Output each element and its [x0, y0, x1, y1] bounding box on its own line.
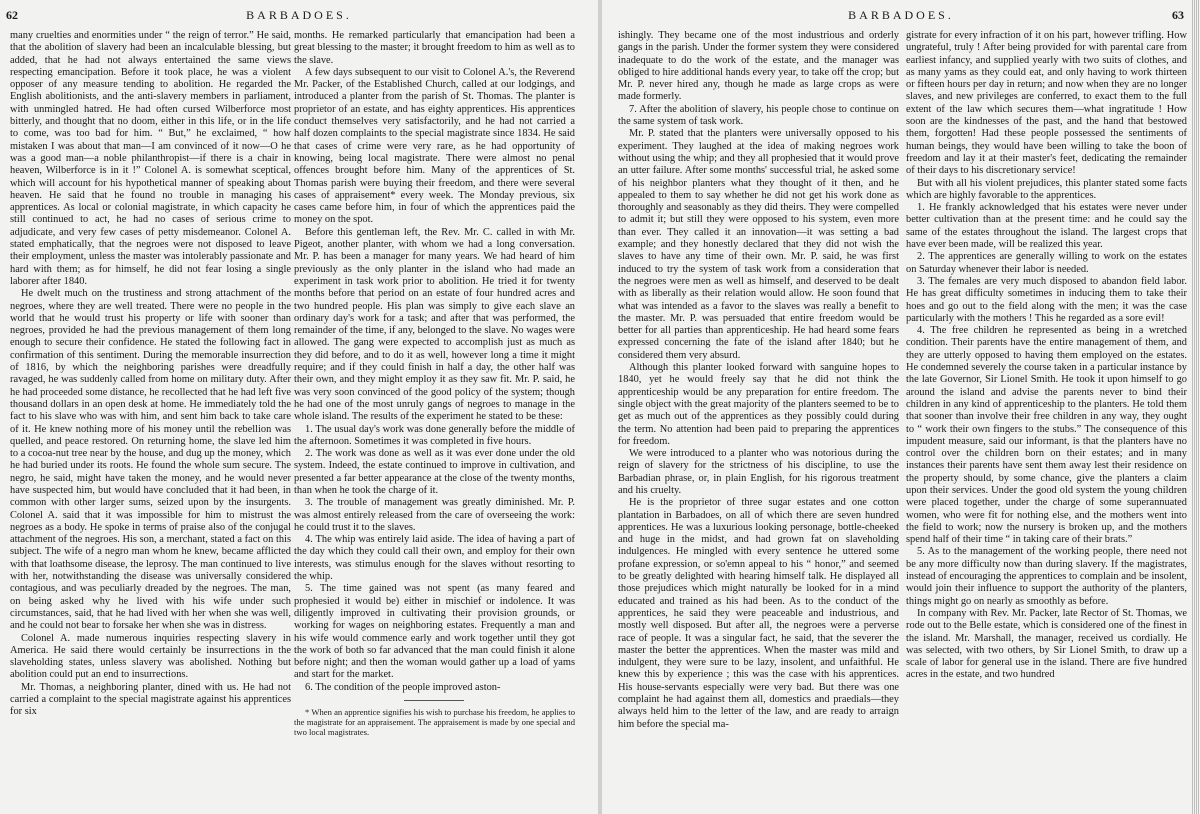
- paragraph: But with all his violent prejudices, this planter stated some facts which are highly favorable to the apprentices.: [906, 177, 1187, 201]
- paragraph: Before this gentleman left, the Rev. Mr. C. called in with Mr. Pigeot, another planter, with whom we had a long conversation. Mr. P. has been a manager for many years. We had heard of him previously as the only planter in the island who had made an experiment in task work prior to abolition. He tried it for twenty months before that period on an estate of four hundred acres and two hundred people. His plan was simply to give each slave an ordinary day's work for a task; and after that was performed, the remainder of the time, if any, belonged to the slave. No wages were allowed. The gang were expected to accomplish just as much as they did before, and to do it as well, however long a time it might require; and if they could finish in half a day, the other half was their own, and they might employ it as they saw fit. Mr. P. said, he was very soon convinced of the good policy of the system; though he had one of the most unruly gangs of negroes to manage in the whole island. The results of the experiment he stated to be these:: [294, 226, 575, 423]
- paragraph: 5. The time gained was not spent (as many feared and prophesied it would be) either in mischief or indolence. It was diligently improved in cultivating their provision grounds, or working for wages on neighboring estates. Frequently a man and his wife would commence early and work together until they got the work of both so far advanced that the man could finish it alone before night; and then the woman would gather up a load of yams and start for the market.: [294, 583, 575, 681]
- paragraph: many cruelties and enormities under “ the reign of terror.” He said, that the abolition of slavery had been an incalculable blessing, but added, that he had not always entertained the same views respecting emancipation. Before it took place, he was a violent opposer of any measure tending to abolition. He regarded the English abolitionists, and the anti-slavery members in parliament, with unmingled hatred. He had often cursed Wilberforce most bitterly, and thought that no doom, either in this life, or in the life to come, was too bad for him. “ But,” he exclaimed, “ how mistaken I was about that man—I am convinced of it now—O he was a good man—a noble philanthropist—if there is a chair in heaven, Wilberforce is in it !” Colonel A. is somewhat sceptical, which will account for his hypothetical manner of speaking about heaven. He said that he found no trouble in managing his apprentices. As local or colonial magistrate, in which capacity he still continued to act, he had no cases of serious crime to adjudicate, and very few cases of petty misdemeanor. Colonel A. stated emphatically, that the negroes were not disposed to leave their employment, unless the master was intolerably passionate and hard with them; as for himself, he did not fear losing a single laborer after 1840.: [10, 30, 291, 287]
- paragraph: 5. As to the management of the working people, there need not be any more difficulty now than during slavery. If the magistrates, instead of encouraging the apprentices to complain and be insolent, would join their influence to support the authority of the planters, things might go on nearly as smoothly as before.: [906, 546, 1187, 607]
- running-head: BARBADOES.: [848, 8, 954, 22]
- paragraph: Although this planter looked forward with sanguine hopes to 1840, yet he would freely say that he did not think the apprenticeship would be any preparation for entire freedom. The single object with the great majority of the planters seemed to be to get as much out of the apprentices as they possibly could during the term. No attention had been paid to preparing the apprentices for freedom.: [618, 362, 899, 447]
- left-column-2: [294, 30, 575, 806]
- page-number: 62: [6, 8, 18, 22]
- running-head: BARBADOES.: [246, 8, 352, 22]
- paragraph: 7. After the abolition of slavery, his people chose to continue on the same system of task work.: [618, 103, 899, 128]
- paragraph: 3. The trouble of management was greatly diminished. Mr. P. was almost entirely released from the care of overseeing the work: he could trust it to the slaves.: [294, 497, 575, 533]
- paragraph: 6. The condition of the people improved aston-: [305, 681, 501, 693]
- paragraph: ishingly. They became one of the most industrious and orderly gangs in the parish. Under the former system they were considered inadequate to do the work of the estate, and the manager was obliged to hire additional hands every year, to take off the crop; but Mr. P. never hired any, though he made as large crops as were made formerly.: [618, 30, 899, 103]
- paragraph: 4. The whip was entirely laid aside. The idea of having a part of the day which they could call their own, and employ for their own interests, was stimulus enough for the slaves without resorting to the whip.: [294, 534, 575, 583]
- footnote-rule: [404, 700, 464, 701]
- paragraph: 1. The usual day's work was done generally before the middle of the afternoon. Sometimes it was completed in five hours.: [294, 423, 575, 447]
- right-page: [602, 0, 1200, 814]
- paragraph: 1. He frankly acknowledged that his estates were never under better cultivation than at the present time: and he could say the same of the estates throughout the island. The largest crops that have ever been made, will be realized this year.: [906, 202, 1187, 251]
- paragraph: A few days subsequent to our visit to Colonel A.'s, the Reverend Mr. Packer, of the Established Church, called at our lodgings, and introduced a planter from the parish of St. Thomas. The planter is proprietor of an estate, and has eighty apprentices. His apprentices conduct themselves very satisfactorily, and he had not carried a half dozen complaints to the special magistrate since 1834. He said that cases of crime were very rare, as he had opportunity of knowing, being local magistrate. There were almost no penal offences brought before him. Many of the apprentices of St. Thomas parish were buying their freedom, and there were several cases of appraisement* every week. The Monday previous, six cases came before him, in four of which the apprentices paid the money on the spot.: [294, 66, 575, 226]
- right-column-1: [618, 30, 899, 806]
- right-header: [602, 8, 1200, 26]
- paragraph: gistrate for every infraction of it on his part, however trifling. How ungrateful, truly ! After being provided for with parental care from earliest infancy, and supplied yearly with two suits of clothes, and as many yams as they could eat, and only having to work thirteen or fifteen hours per day in return; and now when they are no longer slaves, and new privileges are conferred, to exact them to the full extent of the law which secures them—what ingratitude ! How soon are the kindnesses of the past, and the hand that bestowed them, forgotten! Had these people possessed the sentiments of human beings, they would have been willing to take the boon of freedom and lay it at their master's feet, dedicating the remainder of their days to his discretionary service!: [906, 30, 1187, 177]
- footnote: * When an apprentice signifies his wish to purchase his freedom, he applies to the magistrate for an appraisement. The appraisement is made by one special and two local magistrates.: [294, 707, 575, 738]
- paragraph: In company with Rev. Mr. Packer, late Rector of St. Thomas, we rode out to the Belle estate, which is considered one of the finest in the island. Mr. Marshall, the manager, received us cordially. He was selected, with two others, by Sir Lionel Smith, to draw up a scale of labor for general use in the island. There are five hundred acres in the estate, and two hundred: [906, 607, 1187, 681]
- paragraph: Mr. Thomas, a neighboring planter, dined with us. He had not carried a complaint to the special magistrate against his apprentices for six: [10, 681, 291, 718]
- paragraph: He dwelt much on the trustiness and strong attachment of the negroes, where they are well treated. There were no people in the world that he would trust his property or life with sooner than negroes, provided he had the previous management of them long enough to secure their confidence. He stated the following fact in confirmation of this sentiment. During the memorable insurrection of 1816, by which the neighboring parishes were dreadfully ravaged, he was suddenly called from home on military duty. After he had proceeded some distance, he recollected that he had left five thousand dollars in an open desk at home. He immediately told the fact to his slave who was with him, and sent him back to take care of it. He knew nothing more of his money until the rebellion was quelled, and peace restored. On returning home, the slave led him to a cocoa-nut tree near by the house, and dug up the money, which he had buried under its roots. He found the whole sum secure. The negro, he said, might have taken the money, and he would never have suspected him, but would have concluded that it had been, in common with other larger sums, seized upon by the insurgents. Colonel A. said that it was impossible for him to mistrust the negroes as a body. He spoke in terms of praise also of the conjugal attachment of the negroes. His son, a merchant, stated a fact on this subject. The wife of a negro man whom he knew, became afflicted with that loathsome disease, the leprosy. The man continued to live with her, notwithstanding the disease was universally considered contagious, and was peculiarly dreaded by the negroes. The man, on being asked why he lived with his wife under such circumstances, said, that he had lived with her when she was well, and he could not bear to forsake her when she was in distress.: [10, 288, 291, 632]
- paragraph: 3. The females are very much disposed to abandon field labor. He has great difficulty sometimes in inducing them to take their hoes and go out to the field along with the men; it was the case particularly with the mothers ! This he regarded as a sore evil!: [906, 275, 1187, 324]
- paragraph: Colonel A. made numerous inquiries respecting slavery in America. He said there would certainly be insurrections in the slaveholding states, unless slavery was abolished. Nothing but abolition could put an end to insurrections.: [10, 632, 291, 681]
- paragraph: months. He remarked particularly that emancipation had been a great blessing to the master; it brought freedom to him as well as to the slave.: [294, 30, 575, 66]
- page-number: 63: [1172, 8, 1184, 22]
- paragraph: We were introduced to a planter who was notorious during the reign of slavery for the strictness of his discipline, to use the Barbadian phrase, or, in plain English, for his rigorous treatment and his cruelty.: [618, 448, 899, 496]
- paragraph: 2. The apprentices are generally willing to work on the estates on Saturday whenever their labor is needed.: [906, 251, 1187, 275]
- left-column-1: [10, 30, 291, 806]
- left-header: [0, 8, 598, 26]
- page-edge: [1192, 0, 1200, 814]
- left-page: [0, 0, 598, 814]
- paragraph: 2. The work was done as well as it was ever done under the old system. Indeed, the estate continued to improve in cultivation, and presented a far better appearance at the close of the twenty months, than when he took the charge of it.: [294, 448, 575, 496]
- paragraph: Mr. P. stated that the planters were universally opposed to his experiment. They laughed at the idea of making negroes work without using the whip; and they all prophesied that it would prove an utter failure. After some months' successful trial, he asked some of his neighbor planters what they thought of it then, and he appealed to them to say whether he did not get his work done as thoroughly and seasonably as they did theirs. They were compelled to admit it; but still they were opposed to his system, even more than ever. They called it an innovation—it was setting a bad example; and they honestly declared that they did not wish the slaves to have any time of their own. Mr. P. said, he was first induced to try the system of task work from a consideration that the negroes were men as well as himself, and deserved to be dealt with as liberally as their relation would allow. He soon found that what was intended as a favor to the slaves was really a benefit to the master. Mr. P. was persuaded that entire freedom would be better for all parties than apprenticeship. He had heard some fears expressed concerning the fate of the island after 1840; but he considered them very absurd.: [618, 128, 899, 361]
- paragraph: 4. The free children he represented as being in a wretched condition. Their parents have the entire management of them, and they are utterly opposed to having them employed on the estates. He condemned severely the course taken in a particular instance by the late Governor, Sir Lionel Smith. He took it upon himself to go around the island and advise the parents never to bind their children in any kind of apprenticeship to the planters. He told them that sooner than involve their free children in any way, they ought to “ work their own fingers to the stubs.” The consequence of this impudent measure, said our informant, is that the planters have no control over the children born on their estates; and in many instances their parents have sent them away lest their residence on the property should, by some chance, give the planters a claim upon their services. Under the good old system the young children were placed together, under the charge of some superannuated women, who were fit for nothing else, and the mothers went into the field to work; now the nursery is broken up, and the mothers spend half of their time “ in taking care of their brats.”: [906, 325, 1187, 546]
- paragraph: He is the proprietor of three sugar estates and one cotton plantation in Barbadoes, on all of which there are seven hundred apprentices. He was a luxurious looking personage, bottle-cheeked and huge in the midst, and had grown fat on slaveholding indulgences. He mingled with every sentence he uttered some profane expression, or so'emn appeal to his “ honor,” and seemed to be greatly delighted with hearing himself talk. He displayed all those prejudices which might naturally be looked for in a mind educated and trained as his had been. As to the conduct of the apprentices, he said they were peaceable and industrious, and mostly well disposed. But after all, the negroes were a perverse race of people. It was a singular fact, he said, that the severer the master the better the apprentices. When the master was mild and indulgent, they were sure to be lazy, insolent, and unfaithful. He knew this by experience ; this was the case with his apprentices. His house-servants especially were very bad. But there was one complaint he had against them all, domestics and praedials—they always held him to the letter of the law, and are ready to arraign him before the special ma-: [618, 497, 899, 730]
- right-column-2: [906, 30, 1187, 806]
